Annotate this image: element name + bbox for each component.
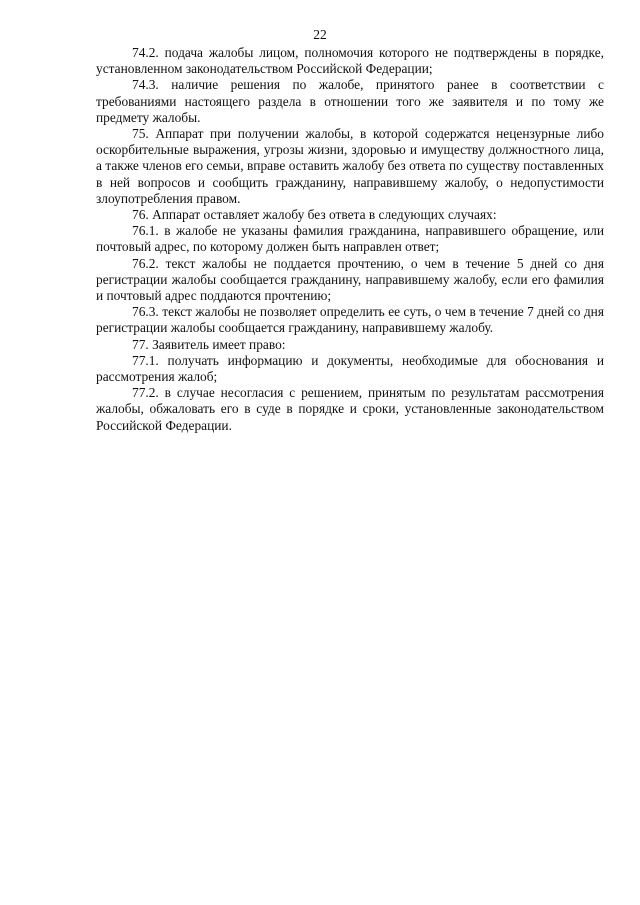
paragraph-77: 77. Заявитель имеет право: bbox=[132, 336, 286, 352]
paragraph-77-2: 77.2. в случае несогласия с решением, принятым по результатам рассмотрения жалобы, обжаловать его в суде в порядке и сроки, установленные законодательством Российской Федерации. bbox=[96, 385, 604, 433]
paragraph-76-2: 76.2. текст жалобы не поддается прочтению, о чем в течение 5 дней со дня регистрации жалобы сообщается гражданину, направившему жалобу, если его фамилия и почтовый адрес поддаются прочтению; bbox=[96, 255, 604, 304]
paragraph-76-3: 76.3. текст жалобы не позволяет определить ее суть, о чем в течение 7 дней со дня регистрации жалобы сообщается гражданину, направившему жалобу. bbox=[96, 304, 604, 336]
paragraph-76-1: 76.1. в жалобе не указаны фамилия гражданина, направившего обращение, или почтовый адрес, по которому должен быть направлен ответ; bbox=[96, 223, 604, 255]
paragraph-76: 76. Аппарат оставляет жалобу без ответа в следующих случаях: bbox=[132, 207, 497, 223]
paragraph-74-3: 74.3. наличие решения по жалобе, принятого ранее в соответствии с требованиями настоящего раздела в отношении того же заявителя и по тому же предмету жалобы. bbox=[96, 77, 604, 125]
paragraph-77-1: 77.1. получать информацию и документы, необходимые для обоснования и рассмотрения жалоб; bbox=[96, 352, 604, 385]
page-number: 22 bbox=[313, 27, 327, 42]
paragraph-75: 75. Аппарат при получении жалобы, в которой содержатся нецензурные либо оскорбительные выражения, угрозы жизни, здоровью и имуществу должностного лица, а также членов его семьи, вправе оставить жалобу без ответа по существу поставленных в ней вопросов и сообщить гражданину, направившему жалобу, о недопустимости злоупотребления правом. bbox=[96, 126, 604, 206]
paragraph-74-2: 74.2. подача жалобы лицом, полномочия которого не подтверждены в порядке, установленном законодательством Российской Федерации; bbox=[96, 45, 604, 77]
document-body bbox=[96, 45, 604, 434]
